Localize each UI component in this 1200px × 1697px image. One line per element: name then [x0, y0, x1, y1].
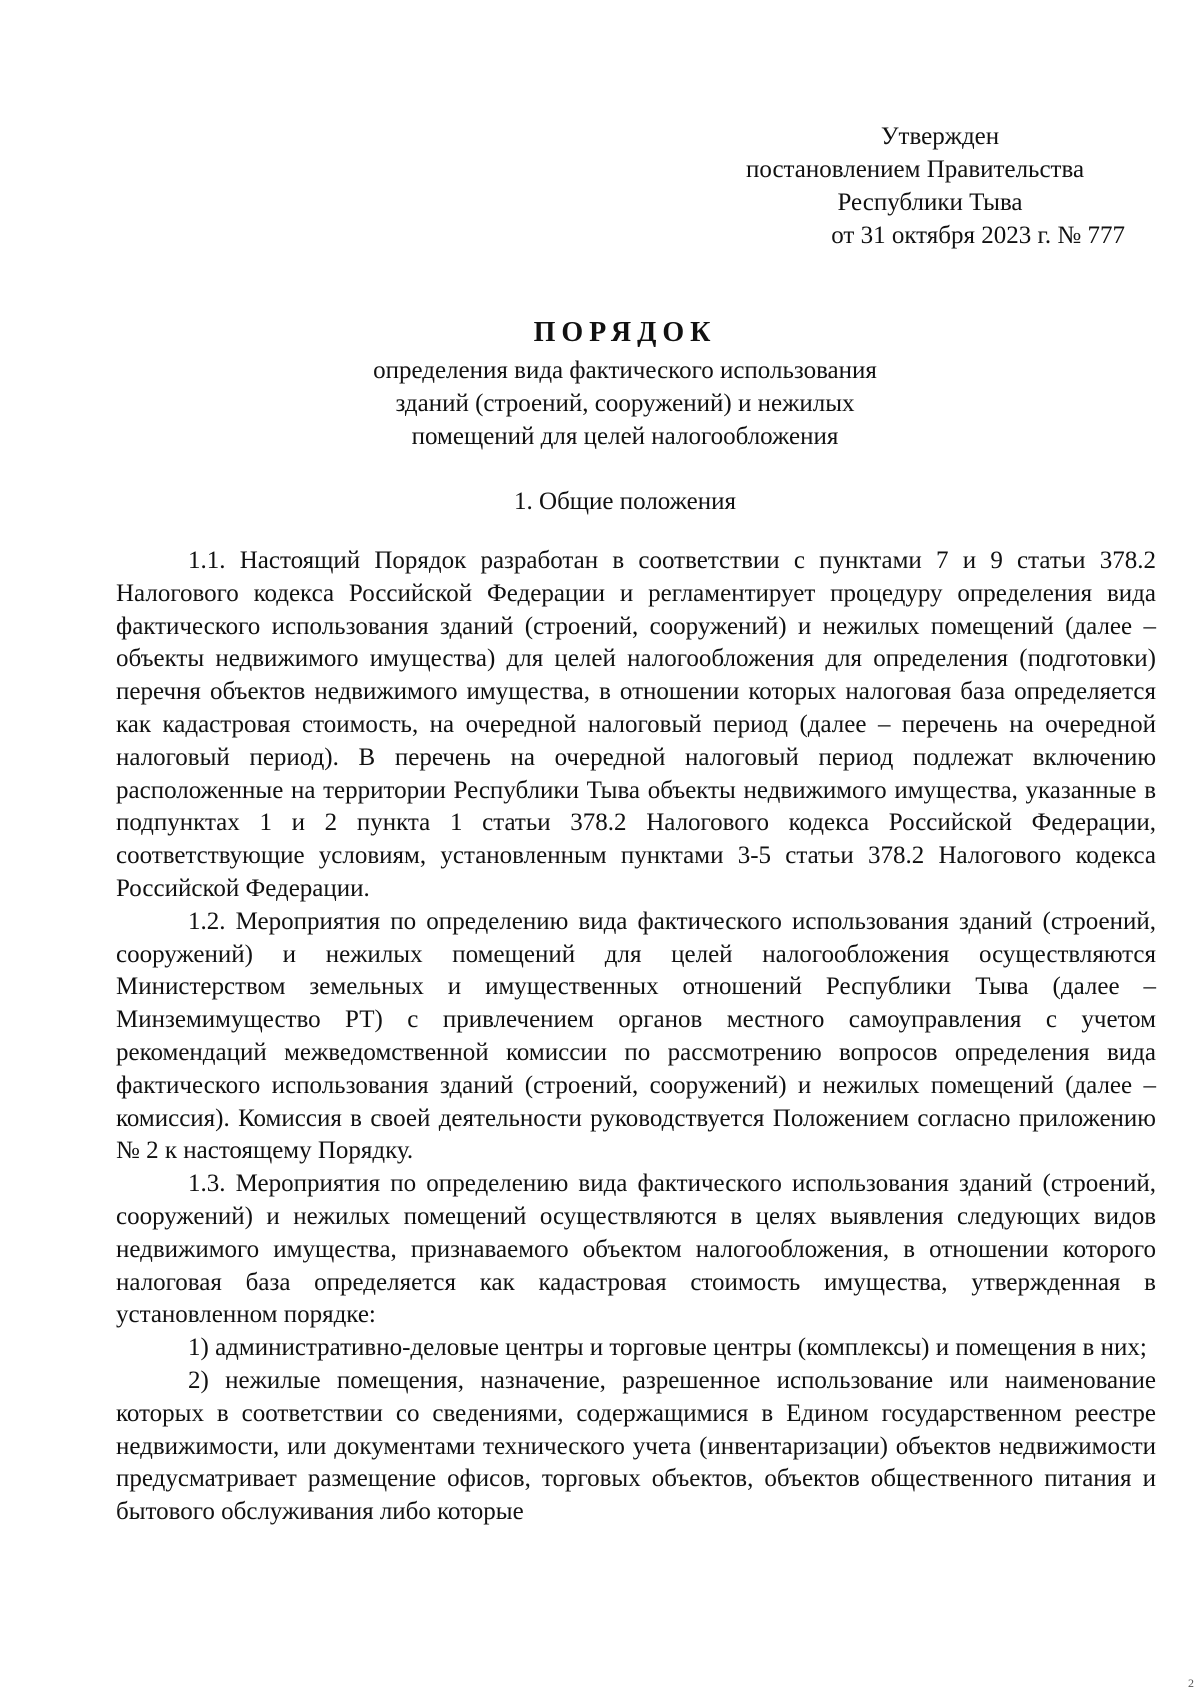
approval-line-date-number: от 31 октября 2023 г. № 777: [831, 222, 1125, 249]
approval-line-republic: Республики Тыва: [837, 189, 1023, 216]
paragraph-1-1: 1.1. Настоящий Порядок разработан в соответствии с пунктами 7 и 9 статьи 378.2 Налогового кодекса Российской Федерации и регламентирует процедуру определения вида фактического использования зданий (строений, сооружений) и нежилых помещений (далее – объекты недвижимого имущества) для целей налогообложения для определения (подготовки) перечня объектов недвижимого имущества, в отношении которых налоговая база определяется как кадастровая стоимость, на очередной налоговый период (далее – перечень на очередной налоговый период). В перечень на очередной налоговый период подлежат включению расположенные на территории Республики Тыва объекты недвижимого имущества, указанные в подпунктах 1 и 2 пункта 1 статьи 378.2 Налогового кодекса Российской Федерации, соответствующие условиям, установленным пунктами 3-5 статьи 378.2 Налогового кодекса Российской Федерации.: [116, 547, 1156, 902]
paragraph-1-3: 1.3. Мероприятия по определению вида фактического использования зданий (строений, сооружений) и нежилых помещений осуществляются в целях выявления следующих видов недвижимого имущества, признаваемого объектом налогообложения, в отношении которого налоговая база определяется как кадастровая стоимость имущества, утвержденная в установленном порядке:: [116, 1170, 1156, 1329]
page-number: 2: [1188, 1676, 1194, 1690]
document-subtitle-line-1: определения вида фактического использования: [373, 357, 877, 384]
approval-line-approved: Утвержден: [880, 123, 1000, 150]
paragraph-1-2: 1.2. Мероприятия по определению вида фактического использования зданий (строений, сооружений) и нежилых помещений для целей налогообложения осуществляются Министерством земельных и имущественных отношений Республики Тыва (далее – Минземимущество РТ) с привлечением органов местного самоуправления с учетом рекомендаций межведомственной комиссии по рассмотрению вопросов определения вида фактического использования зданий (строений, сооружений) и нежилых помещений (далее – комиссия). Комиссия в своей деятельности руководствуется Положением согласно приложению № 2 к настоящему Порядку.: [116, 907, 1156, 1165]
section-body: [116, 545, 1156, 1529]
document-subtitle-line-3: помещений для целей налогообложения: [411, 423, 839, 450]
section-heading: 1. Общие положения: [514, 488, 736, 515]
list-item-2: 2) нежилые помещения, назначение, разрешенное использование или наименование которых в соответствии со сведениями, содержащимися в Едином государственном реестре недвижимости, или документами технического учета (инвентаризации) объектов недвижимости предусматривает размещение офисов, торговых объектов, объектов общественного питания и бытового обслуживания либо которые: [116, 1366, 1156, 1526]
document-title: ПОРЯДОК: [533, 317, 717, 348]
list-item-1: 1) административно-деловые центры и торговые центры (комплексы) и помещения в них;: [188, 1334, 1147, 1362]
document-subtitle-line-2: зданий (строений, сооружений) и нежилых: [395, 390, 855, 417]
document-heading: [0, 316, 1200, 453]
approval-stamp-block: [705, 120, 1125, 252]
approval-line-resolution: постановлением Правительства: [745, 156, 1085, 183]
